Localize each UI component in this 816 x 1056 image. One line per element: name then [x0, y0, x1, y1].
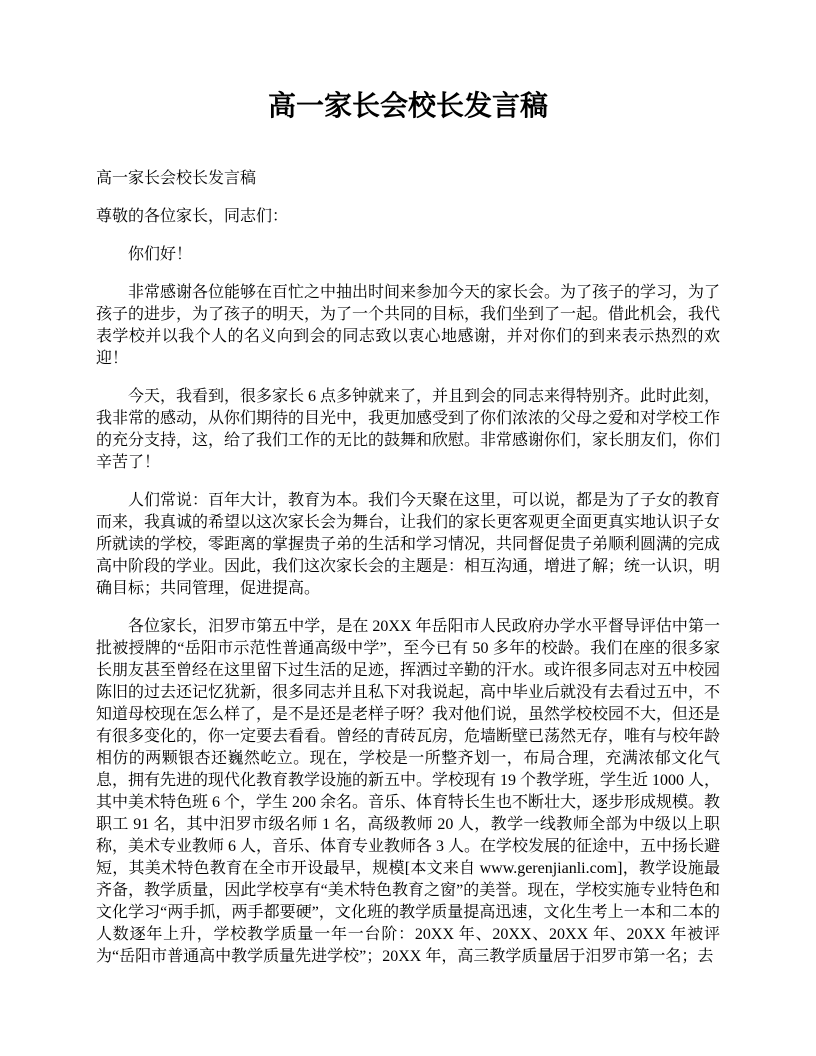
paragraph-salutation: 尊敬的各位家长，同志们：	[96, 208, 289, 225]
paragraph-today-observation: 今天，我看到，很多家长 6 点多钟就来了，并且到会的同志来得特别齐。此时此刻，我非常的感动，从你们期待的目光中，我更加感受到了你们浓浓的父母之爱和对学校工作的充分支持，这，给了我们工作的无比的鼓舞和欣慰。非常感谢你们，家长朋友们，你们辛苦了！	[96, 388, 721, 471]
document-title: 高一家长会校长发言稿	[267, 91, 548, 122]
paragraph-subtitle: 高一家长会校长发言稿	[96, 170, 257, 187]
paragraph-greeting: 你们好！	[128, 246, 193, 263]
paragraph-meeting-theme: 人们常说：百年大计，教育为本。我们今天聚在这里，可以说，都是为了子女的教育而来，我真诚的希望以这次家长会为舞台，让我们的家长更客观更全面更真实地认识子女所就读的学校，零距离的掌握贵子弟的生活和学习情况，共同督促贵子弟顺利圆满的完成高中阶段的学业。因此，我们这次家长会的主题是：相互沟通，增进了解；统一认识，明确目标；共同管理，促进提高。	[96, 492, 721, 597]
paragraph-thanks: 非常感谢各位能够在百忙之中抽出时间来参加今天的家长会。为了孩子的学习，为了孩子的进步，为了孩子的明天，为了一个共同的目标，我们坐到了一起。借此机会，我代表学校并以我个人的名义向到会的同志致以衷心地感谢，并对你们的到来表示热烈的欢迎！	[96, 284, 721, 367]
paragraph-school-introduction: 各位家长，汨罗市第五中学，是在 20XX 年岳阳市人民政府办学水平督导评估中第一批被授牌的“岳阳市示范性普通高级中学”，至今已有 50 多年的校龄。我们在座的很多家长朋友甚至曾经在这里留下过生活的足迹，挥洒过辛勤的汗水。或许很多同志对五中校园陈旧的过去还记忆犹新，很多同志并且私下对我说起，高中毕业后就没有去看过五中，不知道母校现在怎么样了，是不是还是老样子呀？我对他们说，虽然学校校园不大，但还是有很多变化的，你一定要去看看。曾经的青砖瓦房，危墙断壁已荡然无存，唯有与校年龄相仿的两颗银杏还巍然屹立。现在，学校是一所整齐划一，布局合理，充满浓郁文化气息，拥有先进的现代化教育教学设施的新五中。学校现有 19 个教学班，学生近 1000 人，其中美术特色班 6 个，学生 200 余名。音乐、体育特长生也不断壮大，逐步形成规模。教职工 91 名，其中汨罗市级名师 1 名，高级教师 20 人，教学一线教师全部为中级以上职称，美术专业教师 6 人，音乐、体育专业教师各 3 人。在学校发展的征途中，五中扬长避短，其美术特色教育在全市开设最早，规模[本文来自 www.gerenjianli.com]，教学设施最齐备，教学质量，因此学校享有“美术特色教育之窗”的美誉。现在，学校实施专业特色和文化学习“两手抓，两手都要硬”，文化班的教学质量提高迅速，文化生考上一本和二本的人数逐年上升，学校教学质量一年一台阶：20XX 年、20XX、20XX 年、20XX 年被评为“岳阳市普通高中教学质量先进学校”；20XX 年，高三教学质量居于汨罗市第一名；去	[96, 618, 721, 965]
